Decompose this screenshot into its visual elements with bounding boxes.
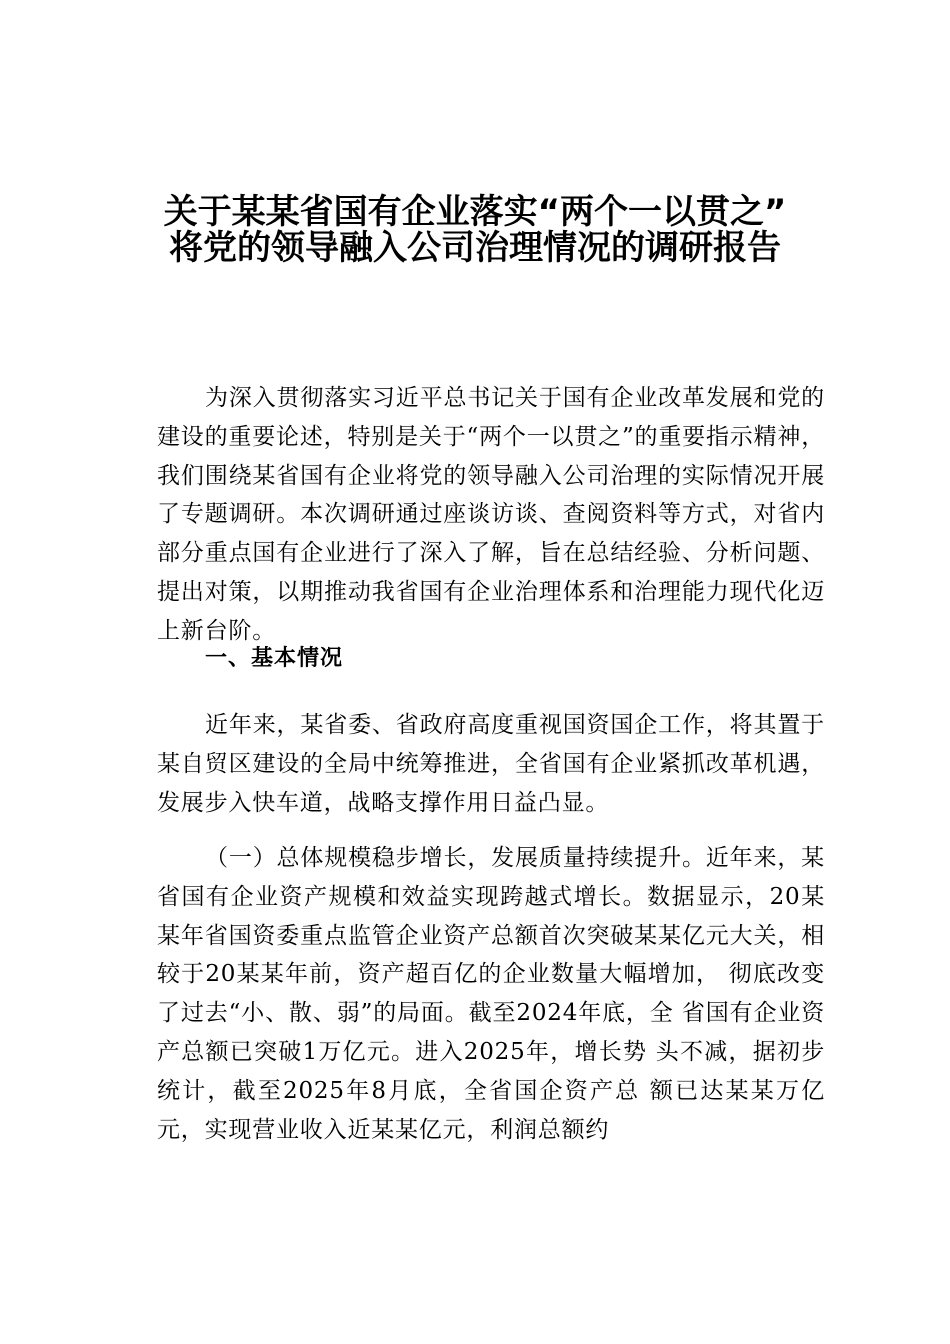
section-heading-basic-situation: 一、基本情况: [205, 646, 344, 671]
subsection-1-paragraph: （一）总体规模稳步增长，发展质量持续提升。近年来，某省国有企业资产规模和效益实现跨越式增长。数据显示，20某某年省国资委重点监管企业资产总额首次突破某某亿元大关，相较于20某某年前，资产超百亿的企业数量大幅增加， 彻底改变了过去“小、散、弱”的局面。截至2024年底，全 省国有企业资产总额已突破1万亿元。进入2025年，增长势 头不减，据初步统计，截至2025年8月底，全省国企资产总 额已达某某万亿元，实现营业收入近某某亿元，利润总额约: [157, 845, 825, 1143]
report-title-line-2: 将党的领导融入公司治理情况的调研报告: [169, 228, 781, 268]
report-title-line-1: 关于某某省国有企业落实“两个一以贯之”: [163, 192, 787, 232]
intro-paragraph: 为深入贯彻落实习近平总书记关于国有企业改革发展和党的建设的重要论述，特别是关于“两个一以贯之”的重要指示精神，我们围绕某省国有企业将党的领导融入公司治理的实际情况开展了专题调研。本次调研通过座谈访谈、查阅资料等方式，对省内部分重点国有企业进行了深入了解，旨在总结经验、分析问题、提出对策，以期推动我省国有企业治理体系和治理能力现代化迈上新台阶。: [157, 385, 825, 644]
section-1-paragraph: 近年来，某省委、省政府高度重视国资国企工作，将其置于某自贸区建设的全局中统筹推进，全省国有企业紧抓改革机遇，发展步入快车道，战略支撑作用日益凸显。: [157, 712, 825, 816]
